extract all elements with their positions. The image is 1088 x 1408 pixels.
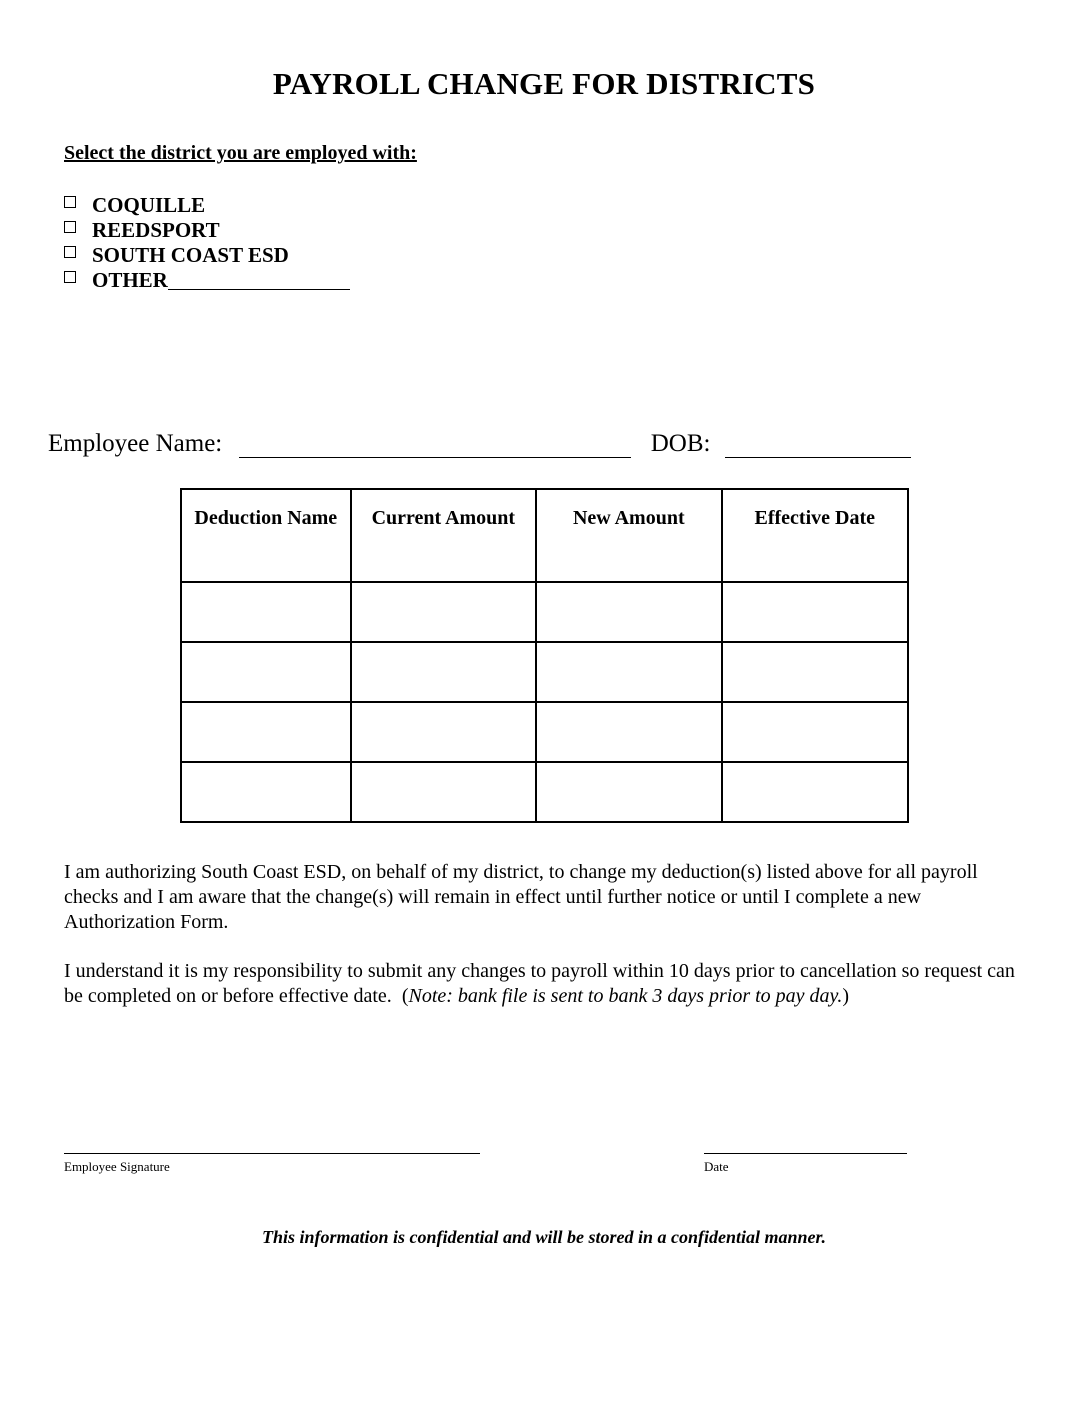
table-row bbox=[181, 702, 908, 762]
option-label: SOUTH COAST ESD bbox=[92, 243, 289, 267]
table-cell[interactable] bbox=[536, 582, 721, 642]
responsibility-text: I understand it is my responsibility to submit any changes to payroll within 10 days prior to cancellation so request can be completed on or before effective date. bbox=[64, 960, 1015, 1007]
table-row bbox=[181, 642, 908, 702]
table-cell[interactable] bbox=[181, 642, 351, 702]
other-district-field[interactable] bbox=[168, 271, 350, 290]
option-coquille[interactable] bbox=[64, 193, 350, 218]
authorization-paragraph: I am authorizing South Coast ESD, on behalf of my district, to change my deduction(s) listed above for all payroll checks and I am aware that the change(s) will remain in effect until further notice or until I complete a new Authorization Form. bbox=[64, 861, 978, 933]
employee-name-field[interactable] bbox=[239, 433, 631, 458]
table-cell[interactable] bbox=[722, 642, 908, 702]
responsibility-paragraph: I understand it is my responsibility to submit any changes to payroll within 10 days prior to cancellation so request can be completed on or before effective date. (Note: bank file is sent to bank 3 days prior to pay day.) bbox=[64, 960, 1015, 1007]
table-cell[interactable] bbox=[351, 642, 536, 702]
option-label: OTHER bbox=[92, 268, 168, 292]
header-new-amount: New Amount bbox=[536, 489, 721, 582]
checkbox-icon[interactable] bbox=[64, 221, 76, 233]
table-cell[interactable] bbox=[351, 762, 536, 822]
option-label: COQUILLE bbox=[92, 193, 206, 217]
table-cell[interactable] bbox=[722, 762, 908, 822]
checkbox-icon[interactable] bbox=[64, 246, 76, 258]
date-label: Date bbox=[704, 1159, 729, 1174]
table-cell[interactable] bbox=[536, 642, 721, 702]
header-deduction-name: Deduction Name bbox=[181, 489, 351, 582]
table-header-row bbox=[181, 489, 908, 582]
table-cell[interactable] bbox=[351, 582, 536, 642]
option-other[interactable] bbox=[64, 268, 350, 293]
table-row bbox=[181, 582, 908, 642]
table-cell[interactable] bbox=[181, 702, 351, 762]
option-south-coast-esd[interactable] bbox=[64, 243, 350, 268]
district-select-label: Select the district you are employed with: bbox=[64, 142, 417, 164]
employee-signature-label: Employee Signature bbox=[64, 1159, 170, 1174]
dob-label: DOB: bbox=[650, 430, 711, 457]
checkbox-icon[interactable] bbox=[64, 271, 76, 283]
form-title: PAYROLL CHANGE FOR DISTRICTS bbox=[272, 66, 816, 101]
employee-name-label: Employee Name: bbox=[48, 430, 223, 457]
dob-field[interactable] bbox=[725, 433, 911, 458]
table-cell[interactable] bbox=[181, 582, 351, 642]
option-label: REEDSPORT bbox=[92, 218, 220, 242]
table-cell[interactable] bbox=[722, 702, 908, 762]
deductions-table bbox=[180, 488, 909, 823]
option-reedsport[interactable] bbox=[64, 218, 350, 243]
header-current-amount: Current Amount bbox=[351, 489, 536, 582]
employee-signature-line[interactable] bbox=[64, 1153, 480, 1154]
table-row bbox=[181, 762, 908, 822]
employee-info-row bbox=[48, 430, 911, 458]
table-cell[interactable] bbox=[536, 762, 721, 822]
checkbox-icon[interactable] bbox=[64, 196, 76, 208]
table-cell[interactable] bbox=[722, 582, 908, 642]
header-effective-date: Effective Date bbox=[722, 489, 908, 582]
district-options bbox=[64, 193, 350, 293]
date-line[interactable] bbox=[704, 1153, 907, 1154]
table-cell[interactable] bbox=[351, 702, 536, 762]
table-cell[interactable] bbox=[181, 762, 351, 822]
bank-file-note: Note: bank file is sent to bank 3 days prior to pay day. bbox=[408, 985, 843, 1007]
table-cell[interactable] bbox=[536, 702, 721, 762]
confidentiality-notice: This information is confidential and will be stored in a confidential manner. bbox=[261, 1227, 827, 1247]
